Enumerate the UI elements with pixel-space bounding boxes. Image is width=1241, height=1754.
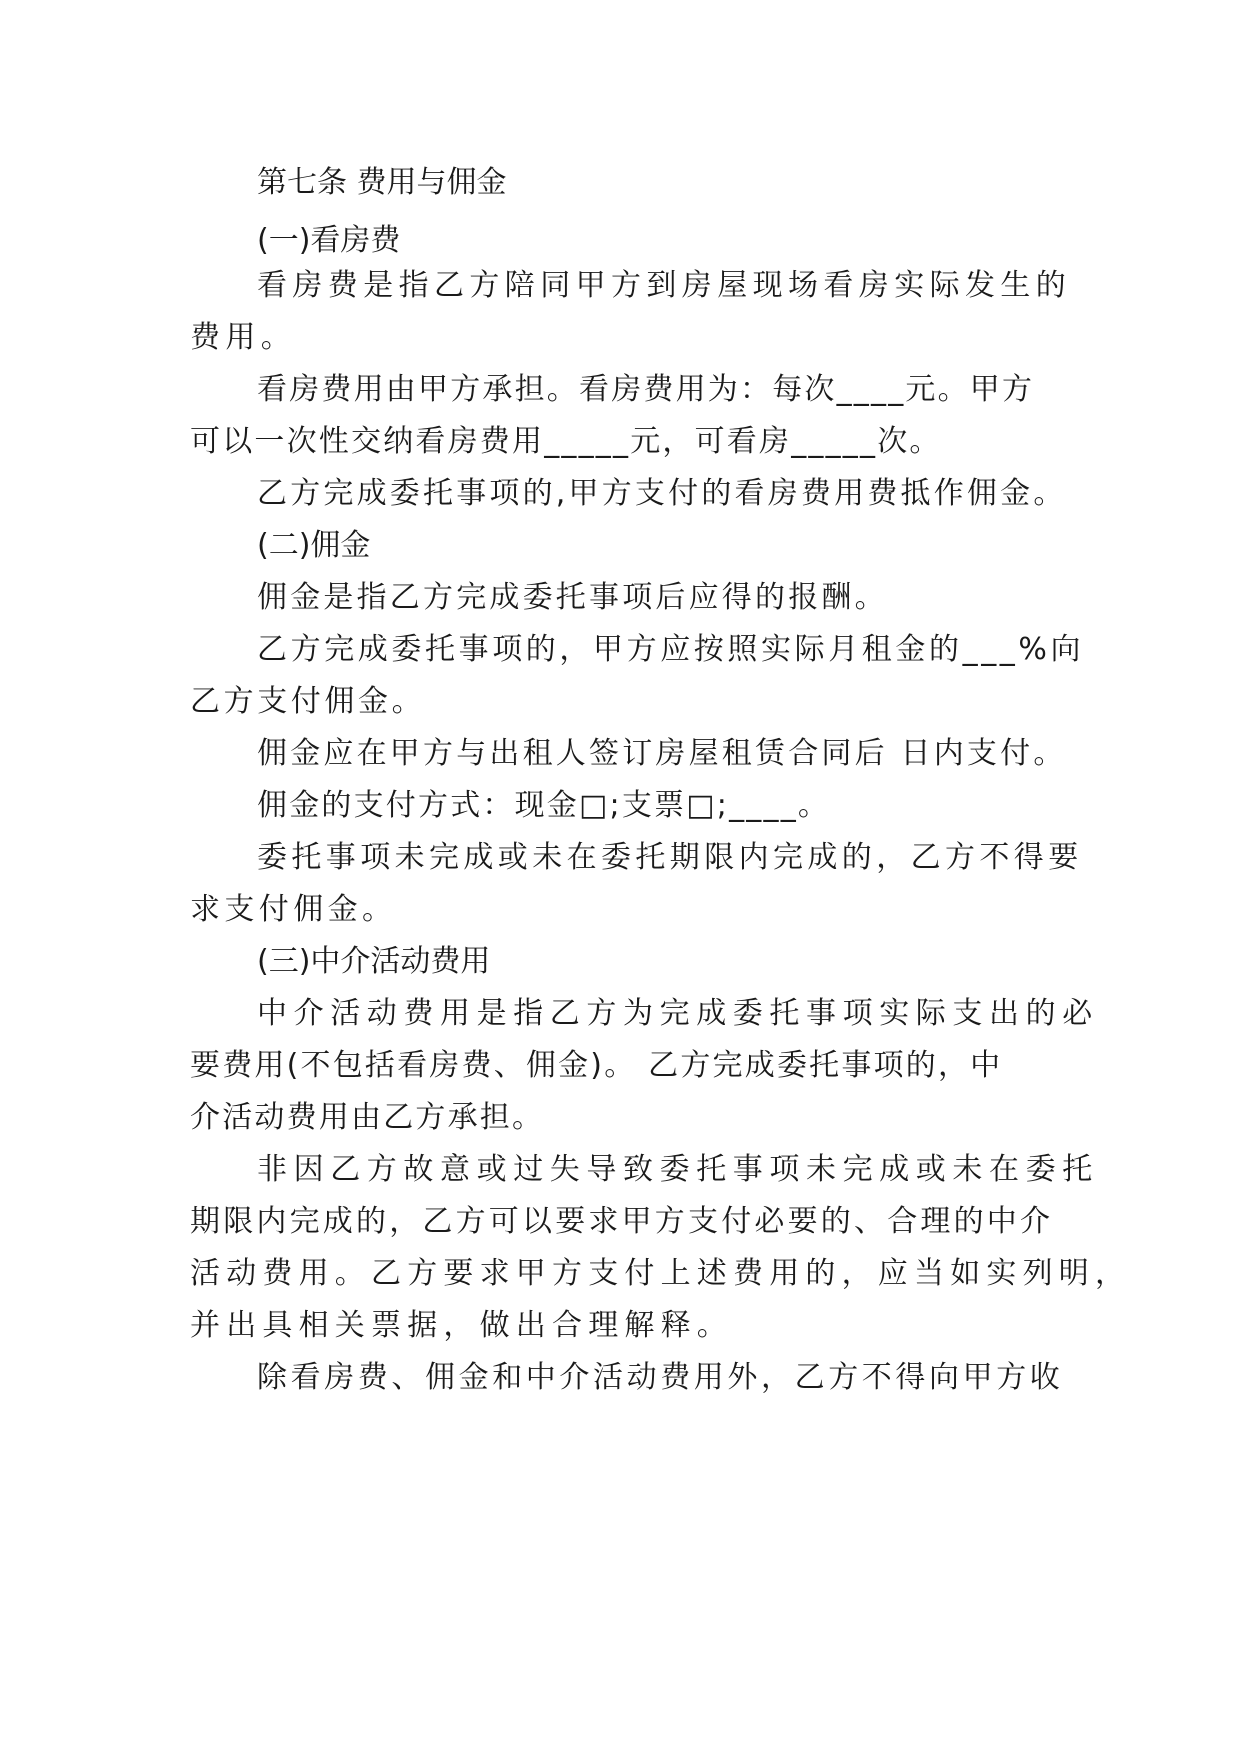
- paragraph-line: 并出具相关票据，做出合理解释。: [190, 1308, 733, 1343]
- article-heading: 第七条 费用与佣金: [257, 165, 507, 200]
- paragraph-line: 期限内完成的，乙方可以要求甲方支付必要的、合理的中介: [190, 1204, 1054, 1239]
- paragraph-line: 看房费用由甲方承担。看房费用为：每次____元。甲方: [257, 372, 1035, 407]
- paragraph-line: 求支付佣金。: [190, 892, 397, 927]
- paragraph-line: 除看房费、佣金和中介活动费用外，乙方不得向甲方收: [257, 1360, 1064, 1395]
- paragraph-line: 佣金的支付方式：现金□;支票□;____。: [257, 788, 831, 823]
- paragraph-line: 乙方支付佣金。: [190, 684, 426, 719]
- paragraph-line: 非因乙方故意或过失导致委托事项未完成或未在委托: [257, 1152, 1099, 1187]
- paragraph-line: 看房费是指乙方陪同甲方到房屋现场看房实际发生的: [257, 268, 1072, 303]
- paragraph-line: 费用。: [190, 320, 297, 355]
- paragraph-line: 佣金是指乙方完成委托事项后应得的报酬。: [257, 580, 888, 615]
- paragraph-line: 活动费用。乙方要求甲方支付上述费用的，应当如实列明，: [190, 1256, 1132, 1291]
- section-heading-2: (二)佣金: [257, 528, 371, 563]
- paragraph-line: 介活动费用由乙方承担。: [190, 1100, 545, 1135]
- paragraph-line: 要费用(不包括看房费、佣金)。 乙方完成委托事项的，中: [190, 1048, 1003, 1083]
- paragraph-line: 乙方完成委托事项的,甲方支付的看房费用费抵作佣金。: [257, 476, 1067, 511]
- section-heading-1: (一)看房费: [257, 223, 401, 258]
- paragraph-line: 委托事项未完成或未在委托期限内完成的，乙方不得要: [257, 840, 1083, 875]
- paragraph-line: 中介活动费用是指乙方为完成委托事项实际支出的必: [257, 996, 1099, 1031]
- paragraph-line: 可以一次性交纳看房费用_____元，可看房_____次。: [190, 424, 942, 459]
- paragraph-line: 佣金应在甲方与出租人签订房屋租赁合同后 日内支付。: [257, 736, 1067, 771]
- paragraph-line: 乙方完成委托事项的，甲方应按照实际月租金的___%向: [257, 632, 1085, 667]
- section-heading-3: (三)中介活动费用: [257, 944, 491, 979]
